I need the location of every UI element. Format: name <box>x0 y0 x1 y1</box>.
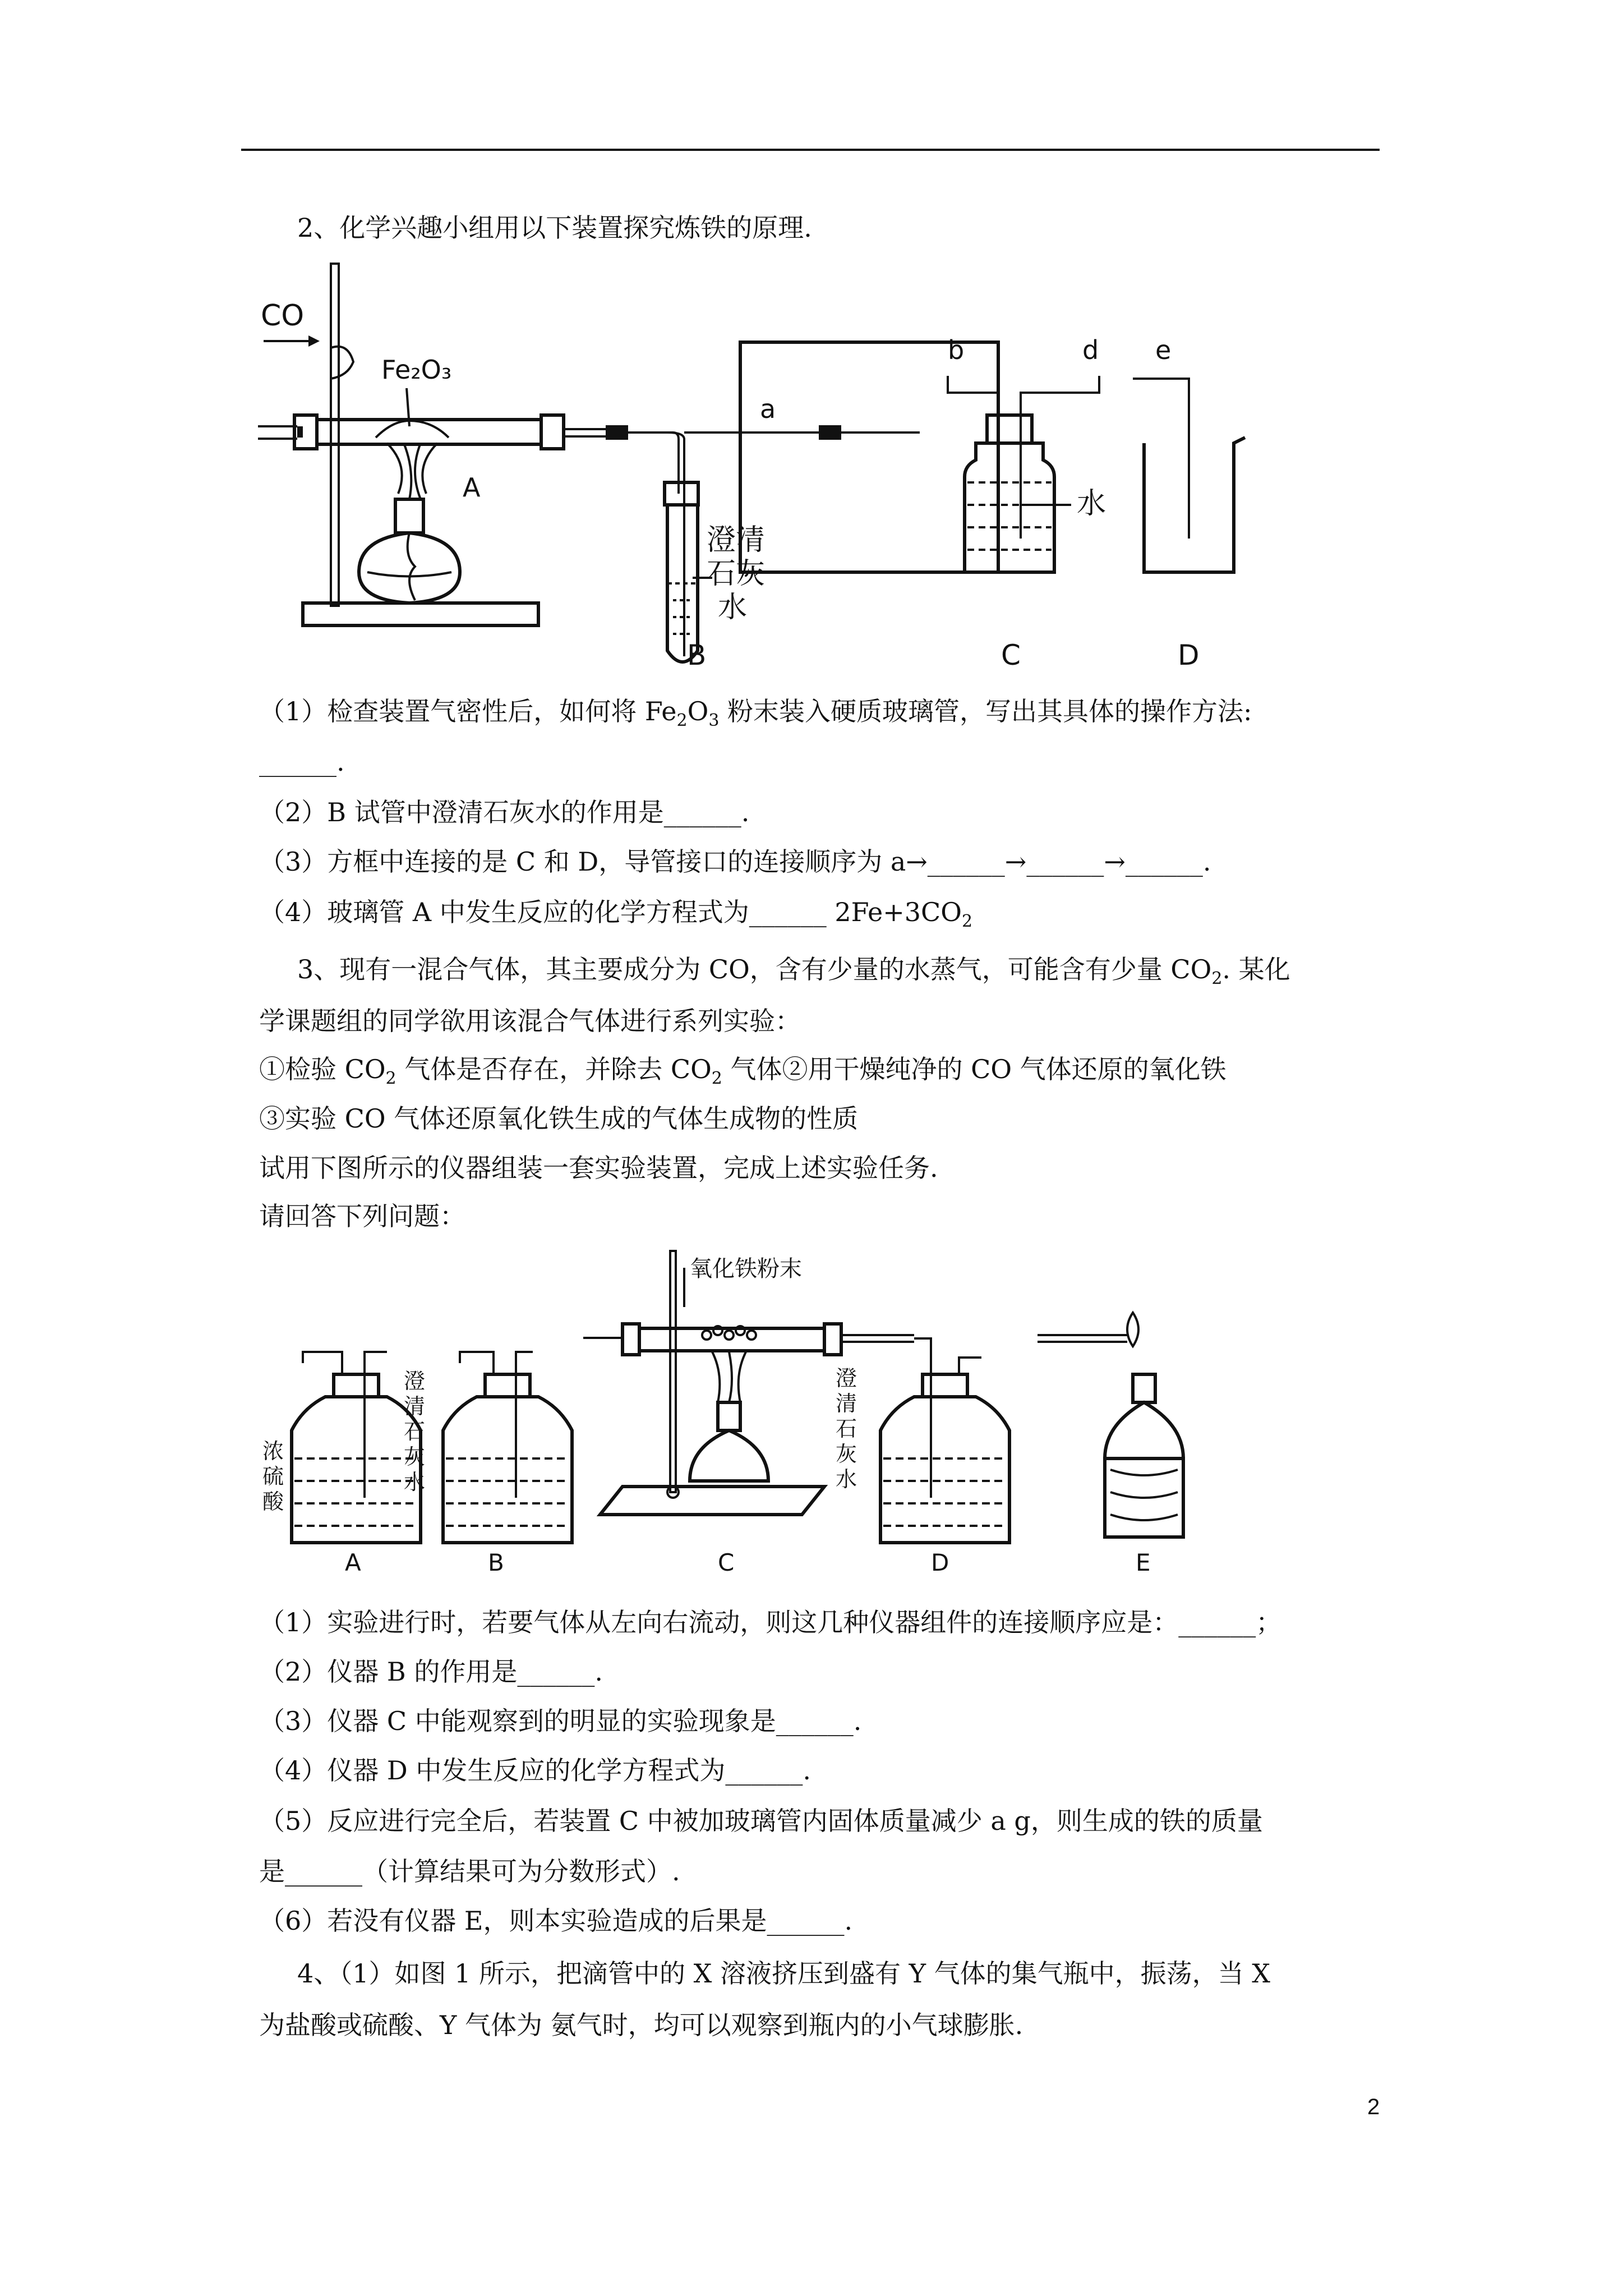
svg-text:C: C <box>1001 639 1021 671</box>
q2-intro: 2、化学兴趣小组用以下装置探究炼铁的原理. <box>297 213 812 243</box>
q2-part3: （3）方框中连接的是 C 和 D，导管接口的连接顺序为 a→______→______→______. <box>259 846 1211 877</box>
svg-text:石: 石 <box>404 1419 426 1444</box>
svg-text:Fe₂O₃: Fe₂O₃ <box>381 355 452 385</box>
q3-line5: 试用下图所示的仪器组装一套实验装置，完成上述实验任务. <box>259 1153 938 1183</box>
svg-text:澄清: 澄清 <box>707 523 766 557</box>
q2-part2: （2）B 试管中澄清石灰水的作用是______. <box>259 797 750 827</box>
q2-part1: （1）检查装置气密性后，如何将 $Fe_2O_3$ 粉末装入硬质玻璃管，写出其具体的操作方法: <box>259 696 1252 730</box>
svg-text:d: d <box>1082 335 1099 365</box>
q3-line6: 请回答下列问题： <box>259 1201 465 1231</box>
svg-text:澄: 澄 <box>836 1366 857 1391</box>
svg-text:b: b <box>948 335 965 365</box>
q3-apparatus-figure <box>252 1245 1234 1582</box>
header-rule <box>241 149 1380 151</box>
q3-line1: 3、现有一混合气体，其主要成分为 CO，含有少量的水蒸气，可能含有少量 $CO_2$. 某化 <box>297 954 1290 988</box>
q3-line3: ①检验 $CO_2$ 气体是否存在，并除去 $CO_2$ 气体②用干燥纯净的 CO 气体还原的氧化铁 <box>259 1054 1227 1088</box>
svg-text:B: B <box>488 1549 504 1576</box>
svg-text:D: D <box>931 1549 949 1576</box>
page-number: 2 <box>1367 2095 1380 2119</box>
q3-line2: 学课题组的同学欲用该混合气体进行系列实验： <box>259 1006 801 1036</box>
q3-question1: （1）实验进行时，若要气体从左向右流动，则这几种仪器组件的连接顺序应是：______； <box>259 1607 1282 1637</box>
q3-question5-line2: 是______（计算结果可为分数形式）. <box>259 1856 680 1887</box>
svg-text:灰: 灰 <box>836 1442 857 1466</box>
q4-line2: 为盐酸或硫酸、Y 气体为 氨气时，均可以观察到瓶内的小气球膨胀. <box>259 2010 1023 2040</box>
q3-question5-line1: （5）反应进行完全后，若装置 C 中被加玻璃管内固体质量减少 a g，则生成的铁的质量 <box>259 1806 1263 1836</box>
svg-text:D: D <box>1178 639 1200 671</box>
svg-text:水: 水 <box>836 1467 857 1492</box>
q4-line1: 4、（1）如图 1 所示，把滴管中的 X 溶液挤压到盛有 Y 气体的集气瓶中，振荡，当 X <box>297 1958 1271 1989</box>
svg-text:清: 清 <box>836 1391 857 1416</box>
svg-text:E: E <box>1136 1549 1151 1576</box>
svg-text:澄: 澄 <box>404 1369 426 1393</box>
svg-text:B: B <box>687 639 707 671</box>
q3-question6: （6）若没有仪器 E，则本实验造成的后果是______. <box>259 1906 853 1936</box>
svg-text:浓: 浓 <box>262 1439 284 1464</box>
q2-part4: （4）玻璃管 A 中发生反应的化学方程式为______ $2Fe+3CO_2$ <box>259 897 973 931</box>
svg-text:灰: 灰 <box>404 1444 426 1469</box>
svg-text:水: 水 <box>404 1470 426 1494</box>
svg-text:氧化铁粉末: 氧化铁粉末 <box>690 1256 802 1282</box>
q3-line4: ③实验 CO 气体还原氧化铁生成的气体生成物的性质 <box>259 1103 859 1134</box>
svg-text:水: 水 <box>718 591 748 624</box>
svg-text:清: 清 <box>404 1394 426 1419</box>
svg-text:A: A <box>463 472 481 503</box>
svg-text:e: e <box>1155 335 1172 365</box>
q2-part1-blank: ______. <box>259 747 345 777</box>
q3-question4: （4）仪器 D 中发生反应的化学方程式为______. <box>259 1755 811 1786</box>
svg-text:a: a <box>760 394 776 424</box>
svg-text:石: 石 <box>836 1416 857 1441</box>
q2-apparatus-figure <box>247 258 1402 684</box>
svg-text:水: 水 <box>1077 487 1106 521</box>
svg-text:CO: CO <box>261 299 305 333</box>
q3-question2: （2）仪器 B 的作用是______. <box>259 1657 603 1687</box>
svg-text:石灰: 石灰 <box>707 557 766 591</box>
q3-question3: （3）仪器 C 中能观察到的明显的实验现象是______. <box>259 1706 862 1736</box>
svg-text:A: A <box>345 1549 361 1576</box>
svg-text:酸: 酸 <box>262 1489 284 1514</box>
svg-text:硫: 硫 <box>262 1464 284 1489</box>
svg-text:C: C <box>718 1549 735 1576</box>
